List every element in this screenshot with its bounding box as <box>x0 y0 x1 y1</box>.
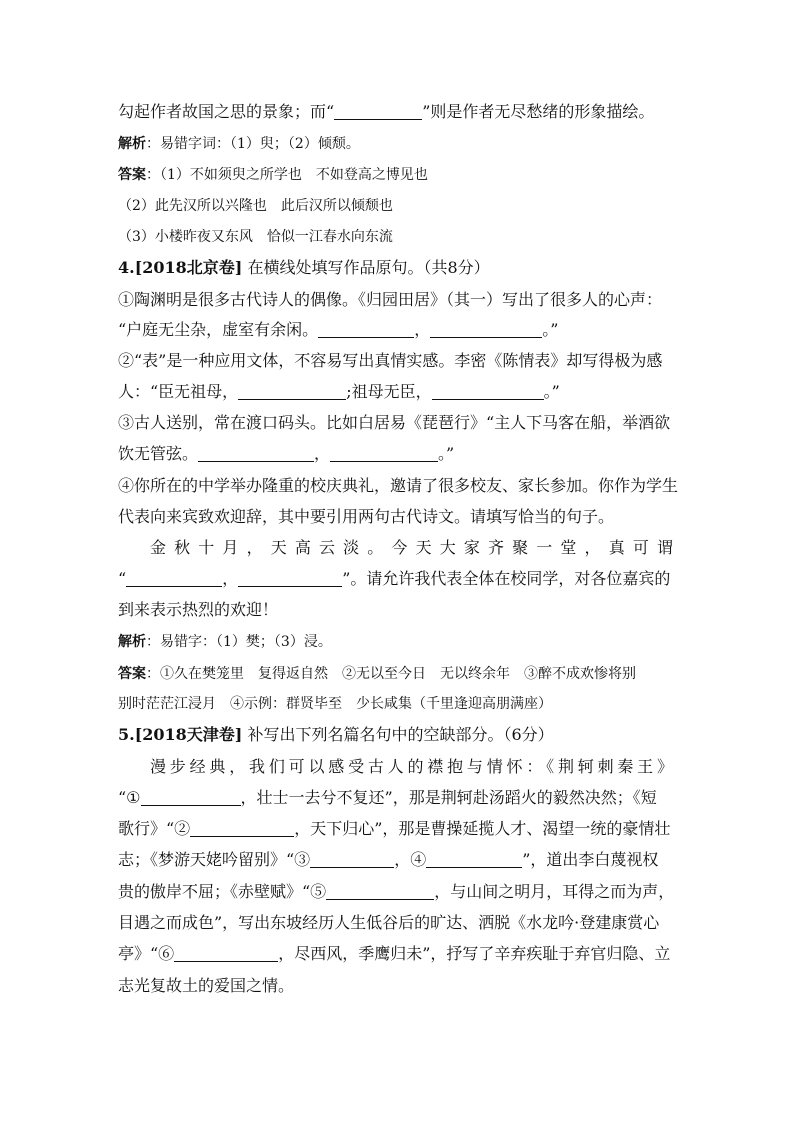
text-line <box>118 819 678 839</box>
text-line: 金秋十月，天高云淡。今天大家齐聚一堂，真可谓 <box>150 538 673 557</box>
answer-line <box>118 664 678 684</box>
text: ，壮士一去兮不复还”，那是荆轲赴汤蹈火的毅然决然；《短 <box>240 788 657 807</box>
answer-label: 答案 <box>118 666 146 682</box>
text: ， <box>222 569 239 588</box>
text: 。” <box>543 382 560 401</box>
text: 贵的傲岸不屈；《赤壁赋》“⑤ <box>118 882 327 901</box>
answer-blank <box>432 385 544 400</box>
answer-blank <box>126 572 222 587</box>
text: ”。请允许我代表全体在校同学，对各位嘉宾的 <box>342 569 671 588</box>
answer-label: 答案 <box>118 167 146 183</box>
question-number: 5.[2018天津卷] <box>118 725 243 744</box>
text-line: 漫步经典，我们可以感受古人的襟抱与情怀：《荆轲刺秦王》 <box>150 757 673 776</box>
text: 勾起作者故国之思的景象；而“ <box>118 102 335 121</box>
text: ， <box>414 320 431 339</box>
text: “① <box>118 788 141 807</box>
text-line: ①陶渊明是很多古代诗人的偶像。《归园田居》（其一）写出了很多人的心声： <box>118 290 663 309</box>
text: ，④ <box>394 850 427 869</box>
text: ;祖母无臣， <box>346 382 432 401</box>
analysis-text: ：易错字词：（1）臾；（2）倾颓。 <box>146 136 360 152</box>
text-line <box>118 788 678 808</box>
text: ， <box>314 444 331 463</box>
text: 饮无管弦。 <box>118 444 199 463</box>
text-line: 目遇之而成色”，写出东坡经历人生低谷后的旷达、洒脱《水龙吟·登建康赏心 <box>118 913 660 932</box>
text-line <box>118 320 678 340</box>
analysis-line <box>118 134 678 154</box>
answer-blank <box>426 853 522 868</box>
answer-blank <box>190 822 294 837</box>
text: ，与山间之明月，耳得之而为声， <box>434 882 675 901</box>
answer-blank <box>198 447 314 462</box>
answer-blank <box>330 447 438 462</box>
answer-line <box>118 165 678 185</box>
analysis-label: 解析 <box>118 136 146 152</box>
text-line <box>118 850 678 870</box>
text: ，尽西风，季鹰归未”，抒写了辛弃疾耻于弃官归隐、立 <box>278 944 671 963</box>
analysis-line <box>118 632 678 652</box>
question-text: 在横线处填写作品原句。（共8分） <box>247 258 490 277</box>
text-line: ③古人送别，常在渡口码头。比如白居易《琵琶行》“主人下马客在船，举酒欲 <box>118 413 671 432</box>
question-number: 4.[2018北京卷] <box>118 258 243 277</box>
text-line <box>118 102 678 122</box>
text-line <box>118 444 678 464</box>
text-line <box>118 944 678 964</box>
answer-blank <box>310 853 394 868</box>
text-line: 志光复故土的爱国之情。 <box>118 976 295 995</box>
analysis-text: ：易错字：（1）樊；（3）浸。 <box>146 634 332 650</box>
answer-blank <box>174 947 278 962</box>
question-text: 补写出下列名篇名句中的空缺部分。（6分） <box>247 725 554 744</box>
text: “ <box>118 569 127 588</box>
text: 。” <box>438 444 455 463</box>
text-line: ②“表”是一种应用文体，不容易写出真情实感。李密《陈情表》却写得极为感 <box>118 351 663 370</box>
text: “户庭无尘杂，虚室有余闲。 <box>118 320 319 339</box>
text-line <box>118 882 678 902</box>
answer-line: （3）小楼昨夜又东风 恰似一江春水向东流 <box>118 229 393 245</box>
text: ”则是作者无尽愁绪的形象描绘。 <box>422 102 655 121</box>
answer-blank <box>318 323 414 338</box>
text-line <box>118 382 678 402</box>
answer-blank <box>334 105 422 120</box>
answer-blank <box>238 385 346 400</box>
answer-blank <box>141 791 241 806</box>
answer-text: ：（1）不如须臾之所学也 不如登高之博见也 <box>146 167 428 183</box>
text: 志；《梦游天姥吟留别》“③ <box>118 850 311 869</box>
answer-line: 别时茫茫江浸月 ④示例：群贤毕至 少长咸集（千里逢迎高朋满座） <box>118 696 552 712</box>
question-header <box>118 258 678 278</box>
text: ，天下归心”，那是曹操延揽人才、渴望一统的豪情壮 <box>294 819 671 838</box>
text-line <box>118 569 678 589</box>
text: 人：“臣无祖母， <box>118 382 239 401</box>
text: 亭》“⑥ <box>118 944 175 963</box>
text: 。” <box>542 320 559 339</box>
answer-blank <box>326 885 434 900</box>
analysis-label: 解析 <box>118 634 146 650</box>
question-header <box>118 725 678 745</box>
text-line: 代表向来宾致欢迎辞，其中要引用两句古代诗文。请填写恰当的句子。 <box>118 507 615 526</box>
text: 歌行》“② <box>118 819 191 838</box>
text: ”，道出李白蔑视权 <box>522 850 659 869</box>
text-line: ④你所在的中学举办隆重的校庆典礼，邀请了很多校友、家长参加。你作为学生 <box>118 476 679 495</box>
answer-blank <box>430 323 542 338</box>
text-line: 到来表示热烈的欢迎！ <box>118 600 279 619</box>
answer-blank <box>238 572 342 587</box>
answer-text: ：①久在樊笼里 复得返自然 ②无以至今日 无以终余年 ③醉不成欢惨将别 <box>146 666 636 682</box>
answer-line: （2）此先汉所以兴隆也 此后汉所以倾颓也 <box>118 198 393 214</box>
